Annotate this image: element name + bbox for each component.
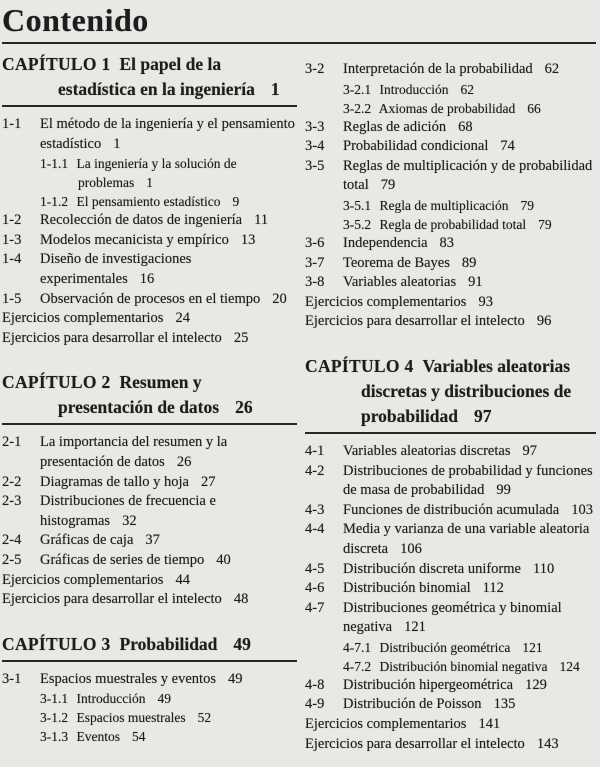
entry-page-number: 89	[461, 254, 477, 271]
toc-entry	[305, 695, 596, 715]
entry-number: 3-5.2	[343, 216, 372, 232]
entry-title: Distribuciones de probabilidad y funciones de masa de probabilidad	[343, 462, 593, 499]
chapter-title: Variables aleatorias discretas y distribuciones de probabilidad	[361, 355, 572, 426]
entry-page-number: 112	[482, 580, 504, 597]
entry-page-number: 13	[240, 231, 256, 248]
entry-page-number: 62	[460, 81, 474, 97]
toc-entry	[305, 254, 596, 274]
chapter-title: Resumen y presentación de datos	[58, 372, 220, 418]
toc-entry	[2, 670, 297, 690]
entry-title: Variables aleatorias discretas	[343, 442, 511, 459]
entry-page-number: 49	[157, 691, 171, 707]
toc-entry	[2, 115, 297, 154]
entry-page-number: 79	[538, 216, 552, 232]
toc-entry	[305, 560, 596, 580]
entry-title: Reglas de adición	[343, 118, 447, 135]
toc-entry	[305, 273, 596, 293]
entry-title: Ejercicios complementarios	[305, 293, 467, 310]
entry-number: 3-1.3	[40, 729, 69, 745]
entry-page-number: 79	[380, 177, 396, 194]
entry-title: Independencia	[343, 234, 428, 251]
entry-number: 4-7	[305, 599, 325, 616]
entry-number: 3-2.1	[343, 81, 372, 97]
entry-title: Ejercicios para desarrollar el intelecto	[305, 313, 525, 330]
entry-page-number: 135	[493, 696, 516, 713]
left-column	[2, 52, 297, 754]
entry-title: Ejercicios complementarios	[305, 716, 467, 733]
entry-title: Eventos	[76, 729, 120, 745]
chapter-title: Probabilidad	[119, 633, 218, 654]
entry-page-number: 103	[571, 501, 593, 518]
entry-number: 1-5	[2, 290, 22, 307]
entry-title: Reglas de multiplicación y de probabilidad total	[343, 157, 593, 194]
toc-backmatter-entry	[2, 309, 297, 329]
toc-subentry	[305, 638, 596, 657]
toc-entry	[305, 579, 596, 599]
toc-subentry	[305, 215, 596, 234]
entry-title: Regla de multiplicación	[379, 197, 509, 213]
entry-title: Diagramas de tallo y hoja	[40, 473, 189, 490]
chapter-page-number: 49	[233, 633, 251, 654]
entry-title: Recolección de datos de ingeniería	[40, 212, 243, 229]
entry-number: 4-9	[305, 696, 325, 713]
entry-number: 2-3	[2, 493, 22, 510]
entry-number: 3-1.1	[40, 691, 69, 707]
entry-title: Ejercicios para desarrollar el intelecto	[2, 591, 222, 608]
toc-subentry	[2, 727, 297, 746]
chapter-heading	[2, 52, 297, 107]
entry-page-number: 48	[233, 591, 249, 608]
chapter-number-label: CAPÍTULO 1	[2, 54, 111, 74]
toc-entry	[305, 118, 596, 138]
entry-number: 1-1.1	[40, 156, 69, 172]
toc-entry	[305, 60, 596, 80]
entry-number: 2-1	[2, 434, 22, 451]
entry-page-number: 99	[496, 482, 511, 499]
entry-page-number: 83	[439, 234, 455, 251]
toc-entry	[305, 137, 596, 157]
entry-page-number: 9	[232, 194, 240, 210]
entry-number: 3-3	[305, 118, 325, 135]
entry-number: 2-2	[2, 473, 22, 490]
right-column	[305, 52, 596, 754]
toc-subentry	[2, 708, 297, 727]
entry-number: 3-4	[305, 138, 325, 155]
entry-number: 1-1.2	[40, 194, 69, 210]
entry-page-number: 27	[200, 473, 216, 490]
entry-number: 3-2.2	[343, 100, 372, 116]
entry-title: El método de la ingeniería y el pensamiento estadístico	[40, 116, 295, 152]
toc-backmatter-entry	[305, 735, 596, 755]
chapter-heading	[2, 632, 297, 662]
chapter-page-number: 1	[270, 79, 280, 99]
toc-subentry	[305, 99, 596, 118]
chapter-heading	[305, 354, 596, 434]
chapter-number-label: CAPÍTULO 4	[305, 355, 414, 376]
toc-entry	[305, 462, 596, 501]
entry-title: El pensamiento estadístico	[76, 194, 221, 210]
toc-entry	[2, 492, 297, 531]
chapter-page-number: 26	[235, 397, 253, 418]
entry-number: 3-1.2	[40, 710, 69, 726]
entry-title: Regla de probabilidad total	[379, 216, 527, 232]
entry-page-number: 11	[254, 212, 269, 229]
toc-backmatter-entry	[2, 329, 297, 349]
entry-number: 4-4	[305, 521, 325, 538]
entry-page-number: 1	[146, 175, 153, 191]
entry-page-number: 124	[559, 658, 580, 674]
entry-page-number: 68	[458, 118, 473, 135]
entry-number: 2-5	[2, 551, 22, 568]
toc-entry	[2, 531, 297, 551]
toc-entry	[2, 473, 297, 493]
entry-number: 3-5.1	[343, 197, 372, 213]
entry-page-number: 129	[525, 676, 547, 693]
toc-entry	[2, 433, 297, 472]
entry-title: Variables aleatorias	[343, 274, 457, 291]
entry-title: Distribución binomial	[343, 580, 471, 597]
toc-subentry	[2, 689, 297, 708]
entry-page-number: 49	[227, 670, 243, 687]
entry-page-number: 32	[122, 512, 137, 529]
toc-backmatter-entry	[305, 312, 596, 332]
toc-subentry	[2, 192, 297, 211]
entry-page-number: 96	[536, 313, 552, 330]
entry-page-number: 40	[216, 551, 231, 568]
entry-number: 4-3	[305, 501, 325, 518]
toc-entry	[2, 211, 297, 231]
toc-subentry	[305, 657, 596, 676]
entry-number: 4-7.1	[343, 639, 372, 655]
toc-entry	[305, 234, 596, 254]
toc-entry	[305, 599, 596, 638]
entry-page-number: 25	[233, 329, 249, 346]
entry-page-number: 24	[175, 310, 190, 327]
entry-title: Ejercicios para desarrollar el intelecto	[305, 735, 525, 752]
entry-number: 3-1	[2, 670, 22, 687]
entry-page-number: 20	[272, 290, 287, 307]
entry-page-number: 66	[527, 100, 541, 116]
entry-page-number: 97	[522, 442, 537, 459]
entry-title: Distribución hipergeométrica	[343, 676, 514, 693]
entry-title: Distribuciones de frecuencia e histogramas	[40, 493, 216, 529]
entry-title: Funciones de distribución acumulada	[343, 501, 560, 518]
entry-number: 2-4	[2, 532, 22, 549]
entry-title: Teorema de Bayes	[343, 254, 450, 271]
entry-page-number: 26	[176, 453, 192, 470]
entry-title: Introducción	[379, 81, 449, 97]
toc-backmatter-entry	[2, 590, 297, 610]
toc-entry	[2, 551, 297, 571]
entry-title: Interpretación de la probabilidad	[343, 61, 533, 77]
page-title: Contenido	[2, 2, 149, 38]
entry-title: Probabilidad condicional	[343, 138, 489, 155]
entry-page-number: 62	[544, 61, 560, 77]
entry-page-number: 52	[197, 710, 212, 726]
chapter-number-label: CAPÍTULO 3	[2, 633, 111, 654]
entry-page-number: 121	[404, 619, 426, 636]
entry-title: La importancia del resumen y la presentación de datos	[40, 434, 228, 470]
entry-number: 3-7	[305, 254, 325, 271]
entry-title: Gráficas de series de tiempo	[40, 551, 205, 568]
entry-page-number: 141	[478, 716, 501, 733]
entry-number: 3-6	[305, 234, 325, 251]
entry-title: Distribuciones geométrica y binomial negativa	[343, 599, 562, 636]
entry-title: Gráficas de caja	[40, 532, 134, 549]
chapter-page-number: 97	[473, 405, 492, 426]
entry-number: 3-8	[305, 274, 325, 291]
entry-number: 4-7.2	[343, 658, 372, 674]
entry-page-number: 74	[500, 138, 515, 155]
entry-number: 1-3	[2, 231, 22, 248]
entry-title: Ejercicios complementarios	[2, 310, 164, 327]
entry-page-number: 110	[532, 560, 555, 577]
entry-page-number: 37	[145, 532, 160, 549]
entry-page-number: 143	[536, 735, 559, 752]
entry-page-number: 79	[520, 197, 534, 213]
entry-title: Media y varianza de una variable aleatoria discreta	[343, 521, 590, 557]
toc-entry	[305, 157, 596, 196]
entry-page-number: 1	[113, 135, 121, 152]
entry-title: Ejercicios para desarrollar el intelecto	[2, 329, 222, 346]
toc-entry	[2, 231, 297, 251]
entry-title: La ingeniería y la solución de problemas	[76, 156, 237, 191]
toc-backmatter-entry	[2, 571, 297, 591]
toc-entry	[2, 290, 297, 310]
toc-entry	[305, 676, 596, 696]
entry-page-number: 121	[522, 639, 543, 655]
entry-number: 4-1	[305, 442, 325, 459]
entry-number: 1-1	[2, 116, 22, 132]
title-rule	[2, 42, 596, 44]
entry-number: 4-5	[305, 560, 325, 577]
toc-subentry	[2, 154, 297, 192]
entry-title: Distribución de Poisson	[343, 696, 482, 713]
two-column-layout	[2, 52, 596, 754]
entry-number: 4-6	[305, 580, 325, 597]
entry-number: 3-2	[305, 61, 325, 77]
entry-page-number: 106	[400, 540, 422, 557]
entry-title: Distribución binomial negativa	[379, 658, 548, 674]
toc-entry	[305, 442, 596, 462]
entry-number: 3-5	[305, 157, 325, 174]
chapter-title: El papel de la estadística en la ingeniería	[58, 54, 255, 99]
toc-entry	[305, 520, 596, 559]
entry-title: Introducción	[76, 691, 146, 707]
entry-number: 1-2	[2, 212, 22, 229]
chapter-heading	[2, 370, 297, 425]
toc-entry	[2, 250, 297, 289]
entry-page-number: 44	[175, 571, 190, 588]
entry-title: Espacios muestrales y eventos	[40, 670, 216, 687]
toc-backmatter-entry	[305, 293, 596, 313]
entry-title: Ejercicios complementarios	[2, 571, 164, 588]
toc-subentry	[305, 80, 596, 99]
entry-page-number: 16	[139, 270, 155, 287]
entry-title: Diseño de investigaciones experimentales	[40, 251, 192, 287]
entry-page-number: 93	[478, 293, 493, 310]
toc-backmatter-entry	[305, 715, 596, 735]
entry-number: 4-8	[305, 676, 325, 693]
chapter-number-label: CAPÍTULO 2	[2, 372, 111, 393]
entry-title: Observación de procesos en el tiempo	[40, 290, 261, 307]
entry-title: Axiomas de probabilidad	[378, 100, 516, 116]
entry-page-number: 91	[468, 274, 483, 291]
entry-number: 1-4	[2, 251, 22, 268]
entry-title: Distribución discreta uniforme	[343, 560, 521, 577]
toc-entry	[305, 501, 596, 521]
entry-title: Distribución geométrica	[379, 639, 511, 655]
toc-subentry	[305, 196, 596, 215]
entry-page-number: 54	[132, 729, 146, 745]
entry-title: Modelos mecanicista y empírico	[40, 231, 229, 248]
entry-title: Espacios muestrales	[76, 710, 186, 726]
entry-number: 4-2	[305, 462, 325, 479]
